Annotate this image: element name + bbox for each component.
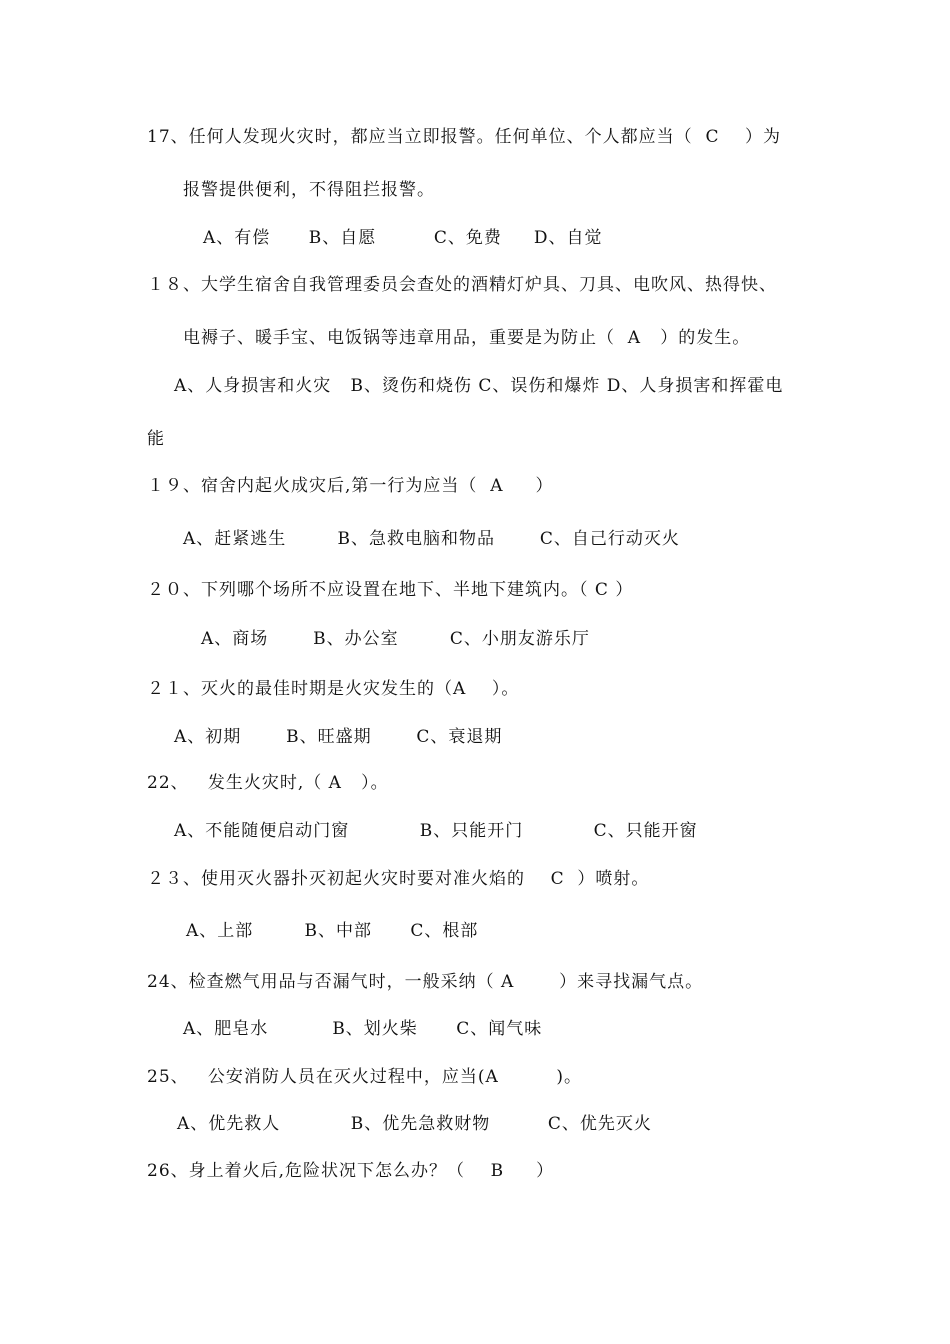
question-17-options: A、有偿 B、自愿 C、免费 D、自觉 xyxy=(203,228,603,248)
question-18-line-1: １８、大学生宿舍自我管理委员会查处的酒精灯炉具、刀具、电吹风、热得快、 xyxy=(147,275,777,295)
question-21-options: A、初期 B、旺盛期 C、衰退期 xyxy=(174,727,503,747)
question-21-line-1: ２１、灭火的最佳时期是火灾发生的（A ）。 xyxy=(147,679,520,699)
question-23-options: A、上部 B、中部 C、根部 xyxy=(186,921,479,941)
question-20-options: A、商场 B、办公室 C、小朋友游乐厅 xyxy=(201,629,590,649)
question-19-options: A、赶紧逃生 B、急救电脑和物品 C、自己行动灭火 xyxy=(183,529,680,549)
question-18-options: A、人身损害和火灾 B、烫伤和烧伤 C、误伤和爆炸 D、人身损害和挥霍电 xyxy=(174,376,784,396)
question-20-line-1: ２０、下列哪个场所不应设置在地下、半地下建筑内。（ C ） xyxy=(147,580,634,600)
question-22-line-1: 22、 发生火灾时,（ A ）。 xyxy=(147,773,389,793)
question-24-options: A、肥皂水 B、划火柴 C、闻气味 xyxy=(183,1019,543,1039)
question-19-line-1: １９、宿舍内起火成灾后,第一行为应当（ A ） xyxy=(147,476,554,496)
question-22-options: A、不能随便启动门窗 B、只能开门 C、只能开窗 xyxy=(174,821,698,841)
question-23-line-1: ２３、使用灭火器扑灭初起火灾时要对准火焰的 C ）喷射。 xyxy=(147,869,650,889)
question-17-line-1: 17、任何人发现火灾时，都应当立即报警。任何单位、个人都应当（ C ）为 xyxy=(147,127,782,147)
question-17-line-2: 报警提供便利，不得阻拦报警。 xyxy=(183,180,435,200)
question-25-options: A、优先救人 B、优先急救财物 C、优先灭火 xyxy=(177,1114,652,1134)
question-24-line-1: 24、检查燃气用品与否漏气时，一般采纳（ A ）来寻找漏气点。 xyxy=(147,972,704,992)
question-18-line-2: 电褥子、暖手宝、电饭锅等违章用品，重要是为防止（ A ）的发生。 xyxy=(183,328,751,348)
question-26-line-1: 26、身上着火后,危险状况下怎么办？（ B ） xyxy=(147,1161,555,1181)
question-25-line-1: 25、 公安消防人员在灭火过程中，应当(A )。 xyxy=(147,1067,583,1087)
question-18-options-continued: 能 xyxy=(147,429,165,449)
